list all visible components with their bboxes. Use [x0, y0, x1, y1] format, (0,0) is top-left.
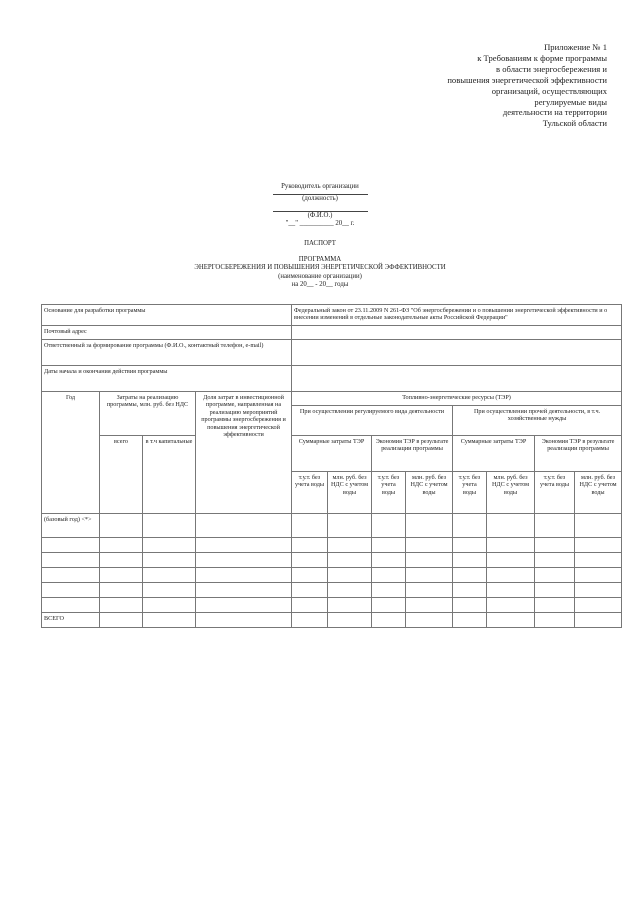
- base-year-cell: (базовый год) <*>: [42, 514, 100, 538]
- appendix-header: [367, 42, 607, 129]
- unit-header: т.у.т. без учета воды: [372, 472, 406, 514]
- approval-block: [240, 180, 400, 229]
- appendix-line: к Требованиям к форме программы: [477, 52, 607, 63]
- total-row: [42, 613, 622, 628]
- regulated-header: При осуществлении регулируемого вида деятельности: [292, 406, 453, 436]
- appendix-line: деятельности на территории: [502, 107, 607, 118]
- sum-costs-header: Суммарные затраты ТЭР: [292, 436, 372, 472]
- appendix-line: регулируемые виды: [534, 96, 607, 107]
- costs-header: Затраты на реализацию программы, млн. руб. без НДС: [100, 392, 196, 436]
- info-value: Федеральный закон от 23.11.2009 N 261-ФЗ "Об энергосбережении и о повышении энергетической эффективности и о внесении изменений в отдельные законодательные акты Российской Федерации": [292, 305, 622, 326]
- info-value: [292, 340, 622, 366]
- sum-costs-header: Суммарные затраты ТЭР: [453, 436, 535, 472]
- table-row: [42, 514, 622, 538]
- appendix-line: Приложение № 1: [544, 42, 607, 52]
- fer-header: Топливно-энергетические ресурсы (ТЭР): [292, 392, 622, 406]
- header-row: [42, 436, 622, 462]
- program-period: на 20__ - 20__ годы: [291, 280, 349, 288]
- unit-header: млн. руб. без НДС с учетом воды: [575, 472, 622, 514]
- unit-header: т.у.т. без учета воды: [292, 472, 328, 514]
- approval-position: (должность): [302, 195, 338, 202]
- appendix-line: в области энергосбережения и: [496, 63, 607, 74]
- table-row: [42, 583, 622, 598]
- approval-fio: (Ф.И.О.): [307, 212, 333, 220]
- document-titles: [150, 240, 490, 289]
- economy-header: Экономия ТЭР в результате реализации программы: [535, 436, 622, 472]
- passport-table: [41, 304, 622, 628]
- table-row: [42, 568, 622, 583]
- other-header: При осуществлении прочей деятельности, в т.ч. хозяйственные нужды: [453, 406, 622, 436]
- approval-date: "__" __________ 20__ г.: [285, 220, 355, 228]
- unit-header: млн. руб. без НДС с учетом воды: [487, 472, 535, 514]
- unit-header: т.у.т. без учета воды: [453, 472, 487, 514]
- info-row: [42, 305, 622, 326]
- info-value: [292, 366, 622, 392]
- unit-header: млн. руб. без НДС с учетом воды: [328, 472, 372, 514]
- table-row: [42, 598, 622, 613]
- economy-header: Экономия ТЭР в результате реализации программы: [372, 436, 453, 472]
- info-row: [42, 366, 622, 392]
- appendix-line: повышения энергетической эффективности: [447, 74, 607, 85]
- total-label: ВСЕГО: [42, 613, 100, 628]
- info-value: [292, 326, 622, 340]
- header-row: [42, 392, 622, 406]
- appendix-line: Тульской области: [542, 118, 607, 129]
- info-label: Основание для разработки программы: [42, 305, 292, 326]
- unit-header: млн. руб. без НДС с учетом воды: [406, 472, 453, 514]
- passport-title: ПАСПОРТ: [304, 240, 336, 247]
- info-label: Даты начала и окончания действия программы: [42, 366, 292, 392]
- info-row: [42, 340, 622, 366]
- year-header: Год: [42, 392, 100, 514]
- unit-header: т.у.т. без учета воды: [535, 472, 575, 514]
- table-row: [42, 538, 622, 553]
- appendix-line: организаций, осуществляющих: [491, 85, 607, 96]
- info-label: Почтовый адрес: [42, 326, 292, 340]
- org-name: (наименование организации): [278, 272, 362, 280]
- approval-head: Руководитель организации: [281, 183, 359, 190]
- capital-header: в т.ч капитальные: [143, 436, 196, 514]
- program-name: ЭНЕРГОСБЕРЕЖЕНИЯ И ПОВЫШЕНИЯ ЭНЕРГЕТИЧЕСКОЙ ЭФФЕКТИВНОСТИ: [194, 264, 446, 272]
- table-row: [42, 553, 622, 568]
- program-title: ПРОГРАММА: [298, 256, 342, 264]
- info-row: [42, 326, 622, 340]
- total-header: всего: [100, 436, 143, 514]
- info-label: Ответственный за формирование программы (Ф.И.О., контактный телефон, e-mail): [42, 340, 292, 366]
- share-header: Доля затрат в инвестиционной программе, направленная на реализацию мероприятий программы энергосбережения и повышения энергетической эффективности: [196, 392, 292, 514]
